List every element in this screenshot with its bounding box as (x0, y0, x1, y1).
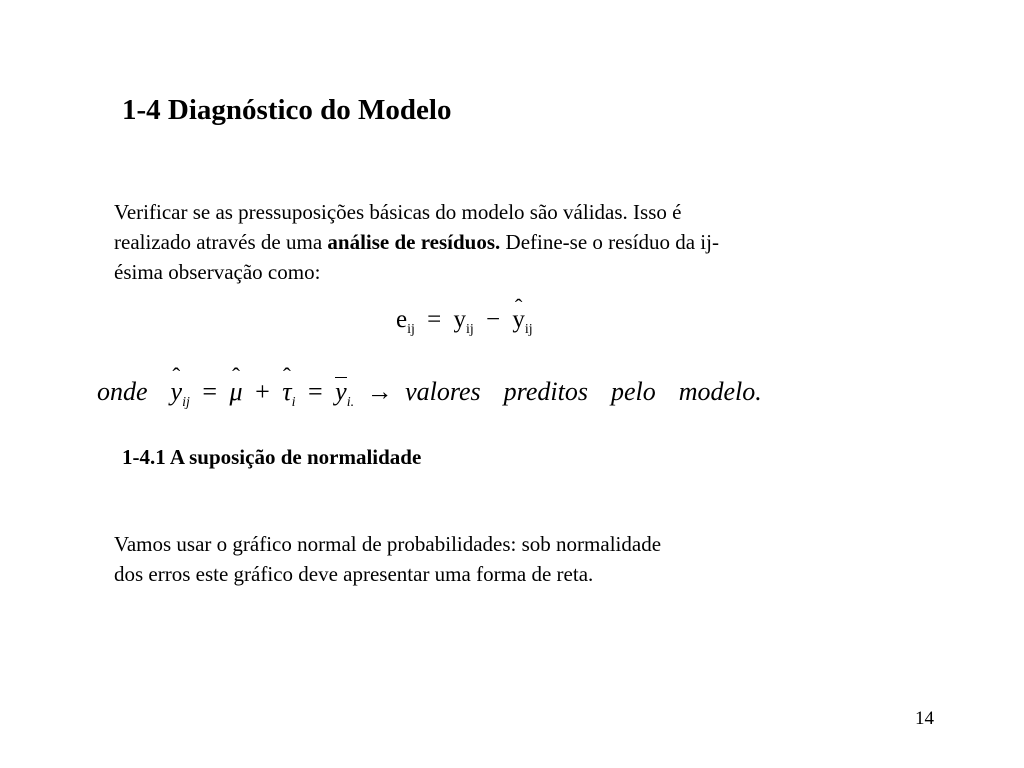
fitted-value-subscript: ij (524, 322, 533, 337)
observation-symbol: y (453, 306, 466, 333)
plus-sign: + (255, 377, 270, 406)
intro-line-3: ésima observação como: (114, 260, 321, 284)
word-pelo: pelo (610, 377, 656, 406)
residual-analysis-bold: análise de resíduos. (327, 230, 501, 254)
equals-sign-1: = (202, 377, 218, 406)
tau-subscript: i (291, 395, 296, 410)
minus-sign: − (486, 306, 501, 333)
y-bar-symbol: y (335, 377, 347, 406)
residual-subscript: ij (407, 322, 415, 337)
equals-sign: = (427, 306, 442, 333)
normality-line-2: dos erros este gráfico deve apresentar uma forma de reta. (114, 562, 594, 586)
y-bar-subscript: i. (346, 395, 355, 410)
page-number: 14 (915, 708, 934, 729)
equals-sign-2: = (307, 377, 323, 406)
word-valores: valores (405, 377, 481, 406)
tau-hat-symbol: ˆ τ (282, 377, 291, 407)
word-preditos: preditos (503, 377, 588, 406)
mu-hat-symbol: ˆ μ (230, 377, 243, 407)
observation-subscript: ij (466, 322, 474, 337)
intro-paragraph (114, 197, 874, 287)
residual-equation (396, 306, 533, 338)
predicted-y-subscript: ij (182, 395, 190, 410)
word-modelo: modelo. (678, 377, 762, 406)
intro-line-2-end: Define-se o resíduo da ij- (500, 230, 719, 254)
intro-line-2 (114, 227, 874, 257)
subsection-title: 1-4.1 A suposição de normalidade (122, 445, 422, 469)
intro-line-1: Verificar se as pressuposições básicas do modelo são válidas. Isso é (114, 200, 682, 224)
slide-title: 1-4 Diagnóstico do Modelo (122, 94, 452, 126)
predicted-values-equation (97, 377, 762, 411)
right-arrow-icon: → (366, 377, 393, 406)
intro-line-2-start: realizado através de uma (114, 230, 328, 254)
predicted-y-symbol: ˆ y (171, 377, 183, 407)
fitted-value-symbol: ˆ y (512, 306, 525, 334)
normality-line-1: Vamos usar o gráfico normal de probabilidades: sob normalidade (114, 532, 662, 556)
onde-word: onde (97, 377, 148, 406)
normality-paragraph (114, 529, 834, 589)
residual-symbol: e (396, 306, 408, 333)
